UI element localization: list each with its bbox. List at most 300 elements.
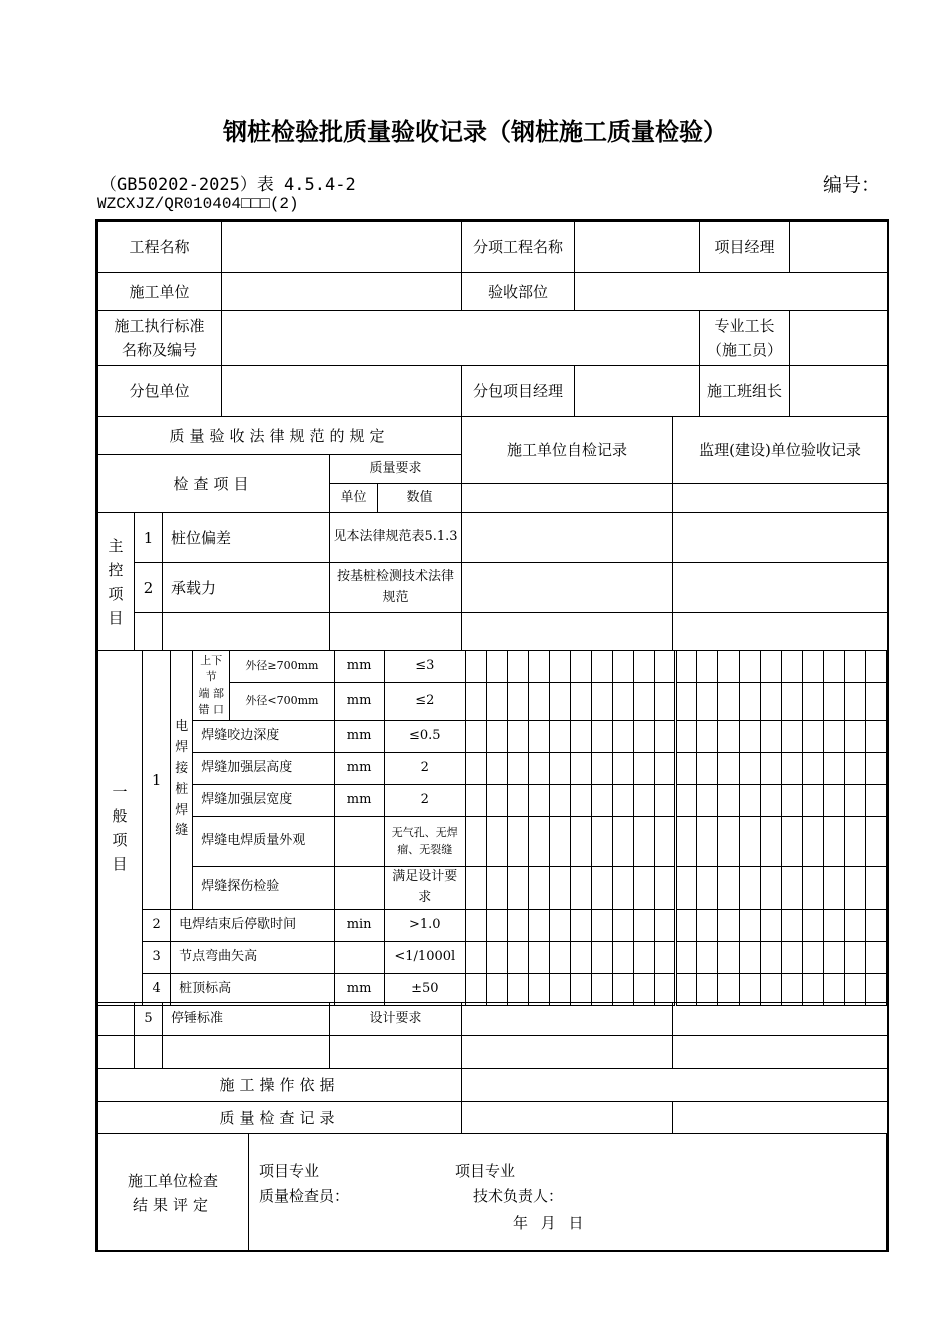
- supervision-grid-cell[interactable]: [676, 973, 697, 1005]
- self-check-grid-cell[interactable]: [465, 721, 486, 753]
- supervision-grid-cell[interactable]: [865, 785, 886, 817]
- self-check-header: 施工单位自检记录: [462, 417, 673, 484]
- self-check-grid-cell[interactable]: [655, 909, 676, 941]
- foreman-label: 专业工长 （施工员）: [700, 311, 790, 366]
- record-label: 质量检查记录: [98, 1102, 462, 1134]
- self-check-grid-cell[interactable]: [486, 651, 507, 683]
- general-row-name: 焊缝加强层高度: [193, 753, 334, 785]
- supervision-grid-cell[interactable]: [739, 785, 760, 817]
- supervision-grid-cell[interactable]: [802, 721, 823, 753]
- supervision-grid-cell[interactable]: [823, 973, 844, 1005]
- supervision-grid-cell[interactable]: [802, 817, 823, 867]
- supervision-grid-cell[interactable]: [865, 753, 886, 785]
- general-row-unit: mm: [334, 683, 384, 721]
- evaluation-signatures[interactable]: [249, 1134, 887, 1252]
- main-item-name: 承载力: [163, 563, 330, 613]
- supervision-grid-cell[interactable]: [676, 941, 697, 973]
- standard-name-label: 施工执行标准 名称及编号: [98, 311, 222, 366]
- general-label: 一 般 项 目: [98, 651, 143, 1006]
- self-check-grid-cell[interactable]: [465, 867, 486, 910]
- supervision-grid-cell[interactable]: [865, 817, 886, 867]
- general-row-value: <1/1000l: [384, 941, 465, 973]
- self-check-grid-cell[interactable]: [613, 683, 634, 721]
- general-row-name: 电焊结束后停歇时间: [171, 909, 334, 941]
- supervision-grid-cell[interactable]: [844, 651, 865, 683]
- self-check-grid-cell[interactable]: [592, 867, 613, 910]
- empty-cell: [163, 1036, 330, 1069]
- self-check-grid-cell[interactable]: [655, 753, 676, 785]
- supervision-grid-cell[interactable]: [823, 941, 844, 973]
- supervision-grid-cell[interactable]: [739, 753, 760, 785]
- supervision-grid-cell[interactable]: [718, 683, 739, 721]
- self-check-grid-cell[interactable]: [592, 683, 613, 721]
- main-item-no: 1: [135, 513, 163, 563]
- supervision-grid-cell[interactable]: [739, 651, 760, 683]
- main-item-no: 2: [135, 563, 163, 613]
- supervision-grid-cell[interactable]: [781, 867, 802, 910]
- supervision-grid-cell[interactable]: [697, 973, 718, 1005]
- main-item-name-empty: [163, 613, 330, 651]
- self-check-grid-cell[interactable]: [550, 909, 571, 941]
- acceptance-part-label: 验收部位: [462, 273, 575, 311]
- self-check-grid-cell[interactable]: [550, 753, 571, 785]
- self-check-grid-cell[interactable]: [465, 909, 486, 941]
- empty-cell: [330, 1036, 462, 1069]
- item5-supervision[interactable]: [673, 1003, 888, 1036]
- main-item-self-check-empty[interactable]: [462, 613, 673, 651]
- supervision-grid-cell[interactable]: [739, 941, 760, 973]
- self-check-grid-cell[interactable]: [486, 785, 507, 817]
- self-check-grid-cell[interactable]: [486, 721, 507, 753]
- self-check-grid-cell[interactable]: [529, 973, 550, 1005]
- self-check-grid-cell[interactable]: [655, 651, 676, 683]
- general-row-value: >1.0: [384, 909, 465, 941]
- self-check-grid-cell[interactable]: [571, 867, 592, 910]
- self-check-grid-cell[interactable]: [613, 817, 634, 867]
- supervision-grid-cell[interactable]: [739, 683, 760, 721]
- self-check-grid-cell[interactable]: [655, 785, 676, 817]
- evaluation-label: 施工单位检查 结果评定: [98, 1134, 249, 1252]
- supervision-grid-cell[interactable]: [760, 651, 781, 683]
- general-row-value: 2: [384, 785, 465, 817]
- supervision-grid-cell[interactable]: [718, 867, 739, 910]
- self-check-grid-cell[interactable]: [613, 941, 634, 973]
- supervision-grid-cell[interactable]: [823, 683, 844, 721]
- self-check-grid-cell[interactable]: [613, 909, 634, 941]
- self-check-grid-cell[interactable]: [592, 973, 613, 1005]
- self-check-grid-cell[interactable]: [507, 721, 528, 753]
- supervision-grid-cell[interactable]: [865, 867, 886, 910]
- supervision-grid-cell[interactable]: [865, 683, 886, 721]
- supervision-grid-cell[interactable]: [802, 973, 823, 1005]
- self-check-grid-cell[interactable]: [465, 973, 486, 1005]
- supervision-grid-cell[interactable]: [781, 941, 802, 973]
- supervision-grid-cell[interactable]: [865, 651, 886, 683]
- record-sheet: [95, 219, 889, 1252]
- self-check-grid-cell[interactable]: [529, 867, 550, 910]
- general-row-unit: mm: [334, 973, 384, 1005]
- self-check-grid-cell[interactable]: [507, 941, 528, 973]
- supervision-grid-cell[interactable]: [718, 817, 739, 867]
- sub-pm-field[interactable]: [575, 366, 700, 417]
- supervision-grid-cell[interactable]: [802, 867, 823, 910]
- project-name-label: 工程名称: [98, 222, 222, 273]
- general-row-value: 无气孔、无焊瘤、无裂缝: [384, 817, 465, 867]
- general-row-unit: mm: [334, 651, 384, 683]
- construction-unit-field[interactable]: [222, 273, 462, 311]
- self-check-grid-cell[interactable]: [486, 753, 507, 785]
- supervision-grid-cell[interactable]: [676, 651, 697, 683]
- self-check-grid-cell[interactable]: [571, 651, 592, 683]
- self-check-grid-cell[interactable]: [655, 817, 676, 867]
- self-check-grid-cell[interactable]: [655, 973, 676, 1005]
- supervision-grid-cell[interactable]: [781, 817, 802, 867]
- self-check-grid-cell[interactable]: [592, 817, 613, 867]
- general-item-no: 1: [143, 651, 171, 910]
- sub-project-field[interactable]: [575, 222, 700, 273]
- supervision-grid-cell[interactable]: [718, 753, 739, 785]
- sub-project-label: 分项工程名称: [462, 222, 575, 273]
- supervision-grid-cell[interactable]: [823, 909, 844, 941]
- foreman-field[interactable]: [790, 311, 888, 366]
- supervision-grid-cell[interactable]: [802, 753, 823, 785]
- supervision-grid-cell[interactable]: [823, 651, 844, 683]
- general-row-unit: [334, 817, 384, 867]
- main-control-section: [97, 416, 887, 650]
- general-row-name: 焊缝咬边深度: [193, 721, 334, 753]
- supervision-grid-cell[interactable]: [865, 973, 886, 1005]
- general-row-unit: mm: [334, 721, 384, 753]
- project-name-field[interactable]: [222, 222, 462, 273]
- record-supervision[interactable]: [673, 1102, 888, 1134]
- self-check-grid-cell[interactable]: [550, 867, 571, 910]
- main-item-self-check[interactable]: [462, 563, 673, 613]
- project-manager-field[interactable]: [790, 222, 888, 273]
- self-check-grid-cell[interactable]: [592, 909, 613, 941]
- subcontractor-field[interactable]: [222, 366, 462, 417]
- self-check-grid-cell[interactable]: [465, 941, 486, 973]
- self-check-grid-cell[interactable]: [529, 683, 550, 721]
- main-item-supervision-empty[interactable]: [673, 613, 888, 651]
- general-row-value: 2: [384, 753, 465, 785]
- self-check-grid-cell[interactable]: [613, 721, 634, 753]
- supervision-grid-cell[interactable]: [844, 785, 865, 817]
- self-check-grid-cell[interactable]: [571, 941, 592, 973]
- supervision-grid-cell[interactable]: [823, 721, 844, 753]
- supervision-grid-cell[interactable]: [697, 651, 718, 683]
- self-check-grid-cell[interactable]: [507, 651, 528, 683]
- self-check-grid-cell[interactable]: [592, 941, 613, 973]
- supervision-grid-cell[interactable]: [844, 941, 865, 973]
- self-check-grid-cell[interactable]: [529, 785, 550, 817]
- standard-name-field[interactable]: [222, 311, 700, 366]
- self-check-grid-cell[interactable]: [592, 651, 613, 683]
- supervision-grid-cell[interactable]: [676, 817, 697, 867]
- quality-req-header: 质量要求: [330, 455, 462, 484]
- general-item-no: 4: [143, 973, 171, 1005]
- general-row-name: 外径<700mm: [230, 683, 334, 721]
- self-check-grid-cell[interactable]: [550, 941, 571, 973]
- weld-label: 电 焊 接 桩 焊 缝: [171, 651, 193, 910]
- supervision-grid-cell[interactable]: [802, 683, 823, 721]
- standard-reference: （GB50202-2025）表 4.5.4-2: [100, 175, 356, 195]
- supervision-grid-cell[interactable]: [823, 867, 844, 910]
- supervision-grid-cell[interactable]: [718, 973, 739, 1005]
- self-check-grid-cell[interactable]: [529, 721, 550, 753]
- self-check-grid-cell[interactable]: [486, 973, 507, 1005]
- self-check-grid-cell[interactable]: [634, 941, 655, 973]
- supervision-grid-cell[interactable]: [697, 941, 718, 973]
- supervision-grid-cell[interactable]: [739, 867, 760, 910]
- self-check-grid-cell[interactable]: [613, 651, 634, 683]
- self-check-grid-cell[interactable]: [507, 867, 528, 910]
- item5-no: 5: [135, 1003, 163, 1036]
- supervision-grid-cell[interactable]: [697, 683, 718, 721]
- self-check-grid-cell[interactable]: [507, 909, 528, 941]
- team-leader-label: 施工班组长: [700, 366, 790, 417]
- construction-unit-label: 施工单位: [98, 273, 222, 311]
- supervision-grid-cell[interactable]: [802, 785, 823, 817]
- general-row-value: ≤0.5: [384, 721, 465, 753]
- supervision-grid-cell[interactable]: [760, 973, 781, 1005]
- self-check-grid-cell[interactable]: [465, 753, 486, 785]
- self-check-grid-cell[interactable]: [655, 941, 676, 973]
- supervision-grid-cell[interactable]: [781, 721, 802, 753]
- self-check-grid-cell[interactable]: [571, 909, 592, 941]
- self-check-grid-cell[interactable]: [465, 817, 486, 867]
- main-item-self-check[interactable]: [462, 513, 673, 563]
- general-row-unit: min: [334, 909, 384, 941]
- empty-self-check[interactable]: [462, 1036, 673, 1069]
- main-control-label: 主 控 项 目: [98, 513, 135, 651]
- general-row-value: ≤3: [384, 651, 465, 683]
- supervision-grid-cell[interactable]: [760, 785, 781, 817]
- general-row-unit: mm: [334, 785, 384, 817]
- supervision-grid-cell[interactable]: [739, 973, 760, 1005]
- main-item-supervision[interactable]: [673, 563, 888, 613]
- supervision-grid-cell[interactable]: [718, 721, 739, 753]
- document-title: 钢桩检验批质量验收记录（钢桩施工质量检验）: [223, 118, 727, 146]
- supervision-grid-cell[interactable]: [844, 753, 865, 785]
- general-row-value: ±50: [384, 973, 465, 1005]
- self-check-grid-cell[interactable]: [486, 941, 507, 973]
- self-check-grid-cell[interactable]: [550, 973, 571, 1005]
- general-row-unit: [334, 867, 384, 910]
- item5-req: 设计要求: [330, 1003, 462, 1036]
- supervision-grid-cell[interactable]: [865, 721, 886, 753]
- self-check-grid-cell[interactable]: [634, 785, 655, 817]
- supervision-grid-cell[interactable]: [760, 721, 781, 753]
- general-row-name: 节点弯曲矢高: [171, 941, 334, 973]
- general-row-name: 焊缝电焊质量外观: [193, 817, 334, 867]
- supervision-grid-cell[interactable]: [760, 683, 781, 721]
- main-item-supervision[interactable]: [673, 513, 888, 563]
- basis-label: 施工操作依据: [98, 1069, 462, 1102]
- self-check-grid-cell[interactable]: [571, 817, 592, 867]
- self-check-cell[interactable]: [462, 484, 673, 513]
- self-check-grid-cell[interactable]: [486, 909, 507, 941]
- supervision-grid-cell[interactable]: [718, 785, 739, 817]
- check-items-header: 检查项目: [98, 455, 330, 513]
- self-check-grid-cell[interactable]: [655, 867, 676, 910]
- self-check-grid-cell[interactable]: [634, 651, 655, 683]
- self-check-grid-cell[interactable]: [634, 867, 655, 910]
- self-check-grid-cell[interactable]: [507, 753, 528, 785]
- self-check-grid-cell[interactable]: [592, 721, 613, 753]
- number-label: 编号：: [822, 174, 880, 196]
- self-check-grid-cell[interactable]: [571, 683, 592, 721]
- supervision-grid-cell[interactable]: [760, 909, 781, 941]
- self-check-grid-cell[interactable]: [529, 651, 550, 683]
- self-check-grid-cell[interactable]: [529, 941, 550, 973]
- supervision-grid-cell[interactable]: [718, 651, 739, 683]
- self-check-grid-cell[interactable]: [592, 785, 613, 817]
- supervision-grid-cell[interactable]: [697, 909, 718, 941]
- main-item-name: 桩位偏差: [163, 513, 330, 563]
- supervision-grid-cell[interactable]: [739, 909, 760, 941]
- empty-cell: [135, 1036, 163, 1069]
- team-leader-field[interactable]: [790, 366, 888, 417]
- general-row-unit: [334, 941, 384, 973]
- supervision-grid-cell[interactable]: [823, 817, 844, 867]
- supervision-header: 监理(建设)单位验收记录: [673, 417, 888, 484]
- supervision-grid-cell[interactable]: [697, 721, 718, 753]
- supervision-grid-cell[interactable]: [676, 721, 697, 753]
- self-check-grid-cell[interactable]: [613, 867, 634, 910]
- supervision-grid-cell[interactable]: [844, 817, 865, 867]
- self-check-grid-cell[interactable]: [529, 817, 550, 867]
- self-check-grid-cell[interactable]: [486, 683, 507, 721]
- general-row-value: ≤2: [384, 683, 465, 721]
- supervision-grid-cell[interactable]: [823, 785, 844, 817]
- self-check-grid-cell[interactable]: [550, 817, 571, 867]
- supervision-grid-cell[interactable]: [844, 973, 865, 1005]
- supervision-grid-cell[interactable]: [781, 651, 802, 683]
- supervision-grid-cell[interactable]: [781, 973, 802, 1005]
- supervision-grid-cell[interactable]: [697, 817, 718, 867]
- self-check-grid-cell[interactable]: [486, 817, 507, 867]
- item5-self-check[interactable]: [462, 1003, 673, 1036]
- self-check-grid-cell[interactable]: [465, 683, 486, 721]
- item5-name: 停锤标准: [163, 1003, 330, 1036]
- basis-field[interactable]: [462, 1069, 888, 1102]
- supervision-grid-cell[interactable]: [760, 753, 781, 785]
- main-item-req: 按基桩检测技术法律规范: [330, 563, 462, 613]
- supervision-grid-cell[interactable]: [802, 909, 823, 941]
- general-row-name: 外径≥700mm: [230, 651, 334, 683]
- self-check-grid-cell[interactable]: [571, 721, 592, 753]
- self-check-grid-cell[interactable]: [592, 753, 613, 785]
- self-check-grid-cell[interactable]: [550, 721, 571, 753]
- self-check-grid-cell[interactable]: [465, 651, 486, 683]
- supervision-cell[interactable]: [673, 484, 888, 513]
- supervision-grid-cell[interactable]: [865, 909, 886, 941]
- self-check-grid-cell[interactable]: [571, 753, 592, 785]
- supervision-grid-cell[interactable]: [844, 867, 865, 910]
- supervision-grid-cell[interactable]: [802, 941, 823, 973]
- self-check-grid-cell[interactable]: [507, 683, 528, 721]
- inspector-signature: 项目专业 质量检查员：: [259, 1161, 350, 1205]
- self-check-grid-cell[interactable]: [507, 785, 528, 817]
- supervision-grid-cell[interactable]: [676, 753, 697, 785]
- main-item-no-empty: [135, 613, 163, 651]
- general-row-unit: mm: [334, 753, 384, 785]
- self-check-grid-cell[interactable]: [634, 683, 655, 721]
- supervision-grid-cell[interactable]: [676, 683, 697, 721]
- general-row-name: 焊缝探伤检验: [193, 867, 334, 910]
- self-check-grid-cell[interactable]: [613, 785, 634, 817]
- supervision-grid-cell[interactable]: [676, 867, 697, 910]
- self-check-grid-cell[interactable]: [655, 721, 676, 753]
- self-check-grid-cell[interactable]: [550, 785, 571, 817]
- supervision-grid-cell[interactable]: [865, 941, 886, 973]
- self-check-grid-cell[interactable]: [571, 785, 592, 817]
- self-check-grid-cell[interactable]: [613, 753, 634, 785]
- self-check-grid-cell[interactable]: [529, 753, 550, 785]
- self-check-grid-cell[interactable]: [634, 909, 655, 941]
- empty-cell: [98, 1036, 135, 1069]
- self-check-grid-cell[interactable]: [571, 973, 592, 1005]
- supervision-grid-cell[interactable]: [739, 721, 760, 753]
- supervision-grid-cell[interactable]: [781, 683, 802, 721]
- self-check-grid-cell[interactable]: [634, 753, 655, 785]
- record-code: WZCXJZ/QR010404□□□(2): [97, 195, 299, 213]
- general-items-section: [97, 650, 887, 1002]
- supervision-grid-cell[interactable]: [760, 817, 781, 867]
- misalign-label: 上下节 端 部 错 口: [193, 651, 230, 721]
- supervision-grid-cell[interactable]: [844, 721, 865, 753]
- supervision-grid-cell[interactable]: [697, 753, 718, 785]
- supervision-grid-cell[interactable]: [676, 785, 697, 817]
- supervision-grid-cell[interactable]: [844, 683, 865, 721]
- supervision-grid-cell[interactable]: [802, 651, 823, 683]
- supervision-grid-cell[interactable]: [739, 817, 760, 867]
- project-manager-label: 项目经理: [700, 222, 790, 273]
- general-item-no: 3: [143, 941, 171, 973]
- record-self-check[interactable]: [462, 1102, 673, 1134]
- main-item-req: 见本法律规范表5.1.3: [330, 513, 462, 563]
- self-check-grid-cell[interactable]: [550, 651, 571, 683]
- general-item-no: 2: [143, 909, 171, 941]
- acceptance-part-field[interactable]: [575, 273, 888, 311]
- supervision-grid-cell[interactable]: [760, 867, 781, 910]
- supervision-grid-cell[interactable]: [718, 909, 739, 941]
- supervision-grid-cell[interactable]: [697, 867, 718, 910]
- self-check-grid-cell[interactable]: [507, 817, 528, 867]
- supervision-grid-cell[interactable]: [781, 909, 802, 941]
- self-check-grid-cell[interactable]: [634, 817, 655, 867]
- supervision-grid-cell[interactable]: [781, 785, 802, 817]
- self-check-grid-cell[interactable]: [507, 973, 528, 1005]
- supervision-grid-cell[interactable]: [844, 909, 865, 941]
- self-check-grid-cell[interactable]: [613, 973, 634, 1005]
- self-check-grid-cell[interactable]: [634, 721, 655, 753]
- self-check-grid-cell[interactable]: [634, 973, 655, 1005]
- self-check-grid-cell[interactable]: [529, 909, 550, 941]
- supervision-grid-cell[interactable]: [823, 753, 844, 785]
- self-check-grid-cell[interactable]: [655, 683, 676, 721]
- supervision-grid-cell[interactable]: [676, 909, 697, 941]
- self-check-grid-cell[interactable]: [465, 785, 486, 817]
- supervision-grid-cell[interactable]: [718, 941, 739, 973]
- self-check-grid-cell[interactable]: [550, 683, 571, 721]
- empty-supervision[interactable]: [673, 1036, 888, 1069]
- supervision-grid-cell[interactable]: [697, 785, 718, 817]
- supervision-grid-cell[interactable]: [760, 941, 781, 973]
- supervision-grid-cell[interactable]: [781, 753, 802, 785]
- item5-blank: [98, 1003, 135, 1036]
- self-check-grid-cell[interactable]: [486, 867, 507, 910]
